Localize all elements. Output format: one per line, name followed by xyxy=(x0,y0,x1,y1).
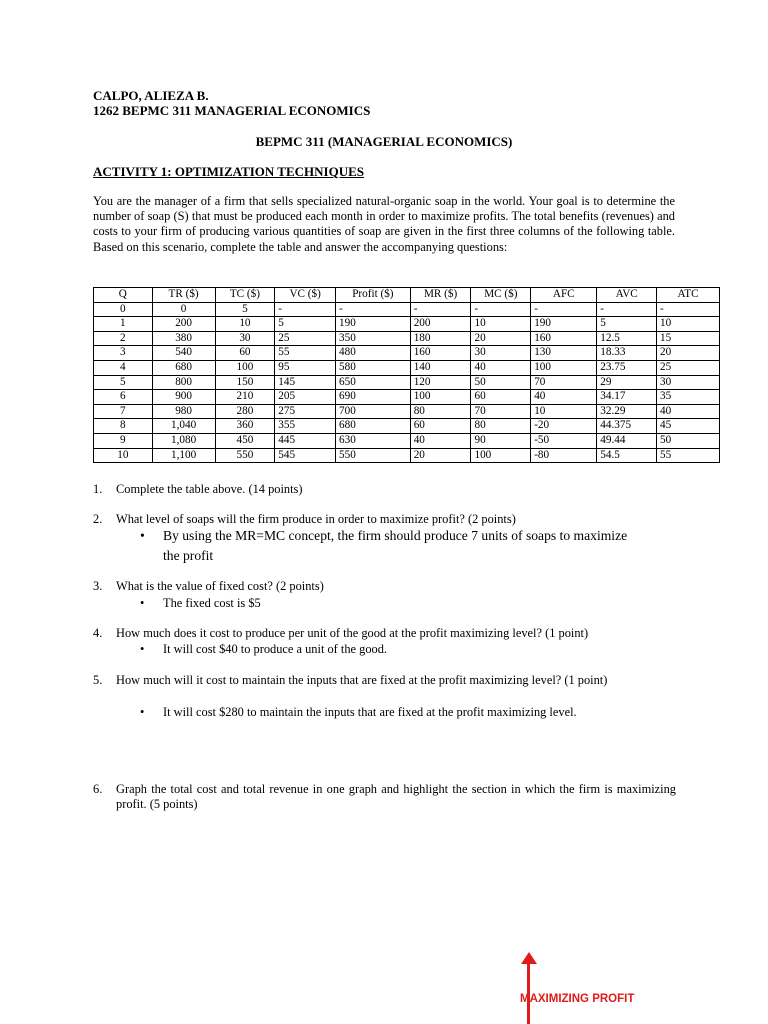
table-cell: 30 xyxy=(471,346,531,361)
table-cell: 140 xyxy=(410,360,471,375)
table-cell: 10 xyxy=(471,317,531,332)
table-cell: 50 xyxy=(471,375,531,390)
question-number: 6. xyxy=(93,782,103,796)
table-cell: - xyxy=(336,302,411,317)
intro-paragraph: You are the manager of a firm that sells specialized natural-organic soap in the world. Your goal is to determine the number of soap (S) that must be produced each month in order to maximize profits. The total benefits (revenues) and costs to your firm of producing various quantities of soap are given in the first three columns of the following table. Based on this scenario, complete the table and answer the accompanying questions: xyxy=(93,194,675,254)
table-cell: 160 xyxy=(531,331,597,346)
table-cell: 70 xyxy=(471,404,531,419)
table-cell: 200 xyxy=(152,317,215,332)
table-row xyxy=(94,404,720,419)
column-header: Profit ($) xyxy=(336,288,411,303)
column-header: VC ($) xyxy=(275,288,336,303)
table-cell: 550 xyxy=(215,448,275,463)
table-row xyxy=(94,448,720,463)
table-cell: 20 xyxy=(410,448,471,463)
question-text: How much does it cost to produce per unit of the good at the profit maximizing level? (1 point) xyxy=(116,626,589,640)
table-cell: 18.33 xyxy=(597,346,657,361)
table-cell: 32.29 xyxy=(597,404,657,419)
table-cell: 100 xyxy=(471,448,531,463)
table-cell: 40 xyxy=(657,404,720,419)
y-axis-arrow-line xyxy=(527,960,530,1024)
student-name: CALPO, ALIEZA B. xyxy=(93,88,209,103)
table-cell: 0 xyxy=(152,302,215,317)
table-cell: 150 xyxy=(215,375,275,390)
table-cell: 25 xyxy=(275,331,336,346)
table-cell: 6 xyxy=(94,390,153,405)
column-header: AFC xyxy=(531,288,597,303)
table-cell: 20 xyxy=(657,346,720,361)
table-cell: 70 xyxy=(531,375,597,390)
column-header: Q xyxy=(94,288,153,303)
bullet-icon: • xyxy=(140,705,145,719)
table-cell: 55 xyxy=(657,448,720,463)
table-cell: 360 xyxy=(215,419,275,434)
table-cell: 80 xyxy=(410,404,471,419)
table-cell: 7 xyxy=(94,404,153,419)
answer-text: By using the MR=MC concept, the firm should produce 7 units of soaps to maximize the profit xyxy=(163,528,628,563)
table-cell: 15 xyxy=(657,331,720,346)
table-cell: 680 xyxy=(336,419,411,434)
table-row xyxy=(94,360,720,375)
table-cell: - xyxy=(531,302,597,317)
table-cell: 2 xyxy=(94,331,153,346)
table-cell: 44.375 xyxy=(597,419,657,434)
question-text: Graph the total cost and total revenue in one graph and highlight the section in which the firm is maximizing profit. (5 points) xyxy=(116,782,676,811)
table-cell: 40 xyxy=(531,390,597,405)
table-cell: 280 xyxy=(215,404,275,419)
table-cell: 480 xyxy=(336,346,411,361)
table-cell: 145 xyxy=(275,375,336,390)
table-cell: 450 xyxy=(215,433,275,448)
column-header: TR ($) xyxy=(152,288,215,303)
table-cell: 100 xyxy=(531,360,597,375)
table-cell: 130 xyxy=(531,346,597,361)
table-row xyxy=(94,419,720,434)
table-cell: 100 xyxy=(410,390,471,405)
column-header: ATC xyxy=(657,288,720,303)
table-cell: 200 xyxy=(410,317,471,332)
table-cell: 60 xyxy=(471,390,531,405)
table-cell: -20 xyxy=(531,419,597,434)
table-cell: 1,080 xyxy=(152,433,215,448)
bullet-icon: • xyxy=(140,596,145,610)
table-row xyxy=(94,433,720,448)
question-number: 2. xyxy=(93,512,103,526)
table-cell: 55 xyxy=(275,346,336,361)
table-cell: 10 xyxy=(94,448,153,463)
table-cell: 190 xyxy=(336,317,411,332)
bullet-icon: • xyxy=(140,528,145,543)
table-cell: 275 xyxy=(275,404,336,419)
table-cell: 800 xyxy=(152,375,215,390)
table-cell: 30 xyxy=(215,331,275,346)
table-cell: 30 xyxy=(657,375,720,390)
table-cell: 205 xyxy=(275,390,336,405)
table-cell: - xyxy=(410,302,471,317)
table-cell: 34.17 xyxy=(597,390,657,405)
table-cell: 40 xyxy=(471,360,531,375)
table-cell: 0 xyxy=(94,302,153,317)
answer-text: It will cost $280 to maintain the inputs that are fixed at the profit maximizing level. xyxy=(163,705,577,719)
table-cell: 95 xyxy=(275,360,336,375)
table-cell: 210 xyxy=(215,390,275,405)
answer-text: It will cost $40 to produce a unit of the good. xyxy=(163,642,388,656)
table-cell: - xyxy=(471,302,531,317)
table-cell: 5 xyxy=(275,317,336,332)
activity-title: ACTIVITY 1: OPTIMIZATION TECHNIQUES xyxy=(93,164,365,179)
question-number: 4. xyxy=(93,626,103,640)
table-cell: 980 xyxy=(152,404,215,419)
maximizing-profit-label: MAXIMIZING PROFIT xyxy=(520,993,635,1005)
table-cell: 35 xyxy=(657,390,720,405)
table-cell: 29 xyxy=(597,375,657,390)
table-cell: 580 xyxy=(336,360,411,375)
question-text: How much will it cost to maintain the inputs that are fixed at the profit maximizing level? (1 point) xyxy=(116,673,608,687)
table-cell: 40 xyxy=(410,433,471,448)
table-cell: 900 xyxy=(152,390,215,405)
table-cell: 3 xyxy=(94,346,153,361)
table-cell: 23.75 xyxy=(597,360,657,375)
page-title: BEPMC 311 (MANAGERIAL ECONOMICS) xyxy=(255,134,513,149)
column-header: AVC xyxy=(597,288,657,303)
table-cell: 350 xyxy=(336,331,411,346)
table-cell: 10 xyxy=(531,404,597,419)
table-row xyxy=(94,317,720,332)
table-cell: -50 xyxy=(531,433,597,448)
table-cell: 8 xyxy=(94,419,153,434)
table-cell: 60 xyxy=(215,346,275,361)
column-header: TC ($) xyxy=(215,288,275,303)
table-cell: 690 xyxy=(336,390,411,405)
table-cell: 10 xyxy=(657,317,720,332)
table-row xyxy=(94,302,720,317)
table-cell: 1,040 xyxy=(152,419,215,434)
table-cell: 180 xyxy=(410,331,471,346)
table-header-row xyxy=(94,288,720,303)
table-cell: 5 xyxy=(215,302,275,317)
table-cell: 54.5 xyxy=(597,448,657,463)
table-cell: 20 xyxy=(471,331,531,346)
table-cell: 540 xyxy=(152,346,215,361)
table-cell: 9 xyxy=(94,433,153,448)
table-cell: 5 xyxy=(94,375,153,390)
table-cell: 100 xyxy=(215,360,275,375)
table-cell: 445 xyxy=(275,433,336,448)
table-cell: 550 xyxy=(336,448,411,463)
table-cell: 50 xyxy=(657,433,720,448)
column-header: MC ($) xyxy=(471,288,531,303)
question-number: 5. xyxy=(93,673,103,687)
answer-text: The fixed cost is $5 xyxy=(163,596,261,610)
table-cell: 545 xyxy=(275,448,336,463)
table-cell: 630 xyxy=(336,433,411,448)
table-cell: 80 xyxy=(471,419,531,434)
table-cell: -80 xyxy=(531,448,597,463)
table-row xyxy=(94,346,720,361)
cost-revenue-table xyxy=(93,287,720,463)
table-cell: - xyxy=(657,302,720,317)
table-cell: 25 xyxy=(657,360,720,375)
table-cell: 5 xyxy=(597,317,657,332)
table-cell: 380 xyxy=(152,331,215,346)
course-line: 1262 BEPMC 311 MANAGERIAL ECONOMICS xyxy=(93,103,371,118)
table-cell: 120 xyxy=(410,375,471,390)
column-header: MR ($) xyxy=(410,288,471,303)
question-text: Complete the table above. (14 points) xyxy=(116,482,303,496)
table-row xyxy=(94,390,720,405)
table-cell: 650 xyxy=(336,375,411,390)
table-cell: 4 xyxy=(94,360,153,375)
question-number: 3. xyxy=(93,579,103,593)
table-cell: 700 xyxy=(336,404,411,419)
table-cell: 90 xyxy=(471,433,531,448)
table-cell: 60 xyxy=(410,419,471,434)
table-cell: 49.44 xyxy=(597,433,657,448)
table-cell: 1 xyxy=(94,317,153,332)
table-cell: 355 xyxy=(275,419,336,434)
question-text: What is the value of fixed cost? (2 points) xyxy=(116,579,324,593)
table-cell: 45 xyxy=(657,419,720,434)
bullet-icon: • xyxy=(140,642,145,656)
table-cell: - xyxy=(275,302,336,317)
table-cell: 190 xyxy=(531,317,597,332)
question-number: 1. xyxy=(93,482,103,496)
table-cell: 1,100 xyxy=(152,448,215,463)
table-row xyxy=(94,375,720,390)
table-cell: 680 xyxy=(152,360,215,375)
table-cell: 12.5 xyxy=(597,331,657,346)
table-cell: - xyxy=(597,302,657,317)
table-cell: 160 xyxy=(410,346,471,361)
table-cell: 10 xyxy=(215,317,275,332)
table-row xyxy=(94,331,720,346)
question-text: What level of soaps will the firm produce in order to maximize profit? (2 points) xyxy=(116,512,516,526)
